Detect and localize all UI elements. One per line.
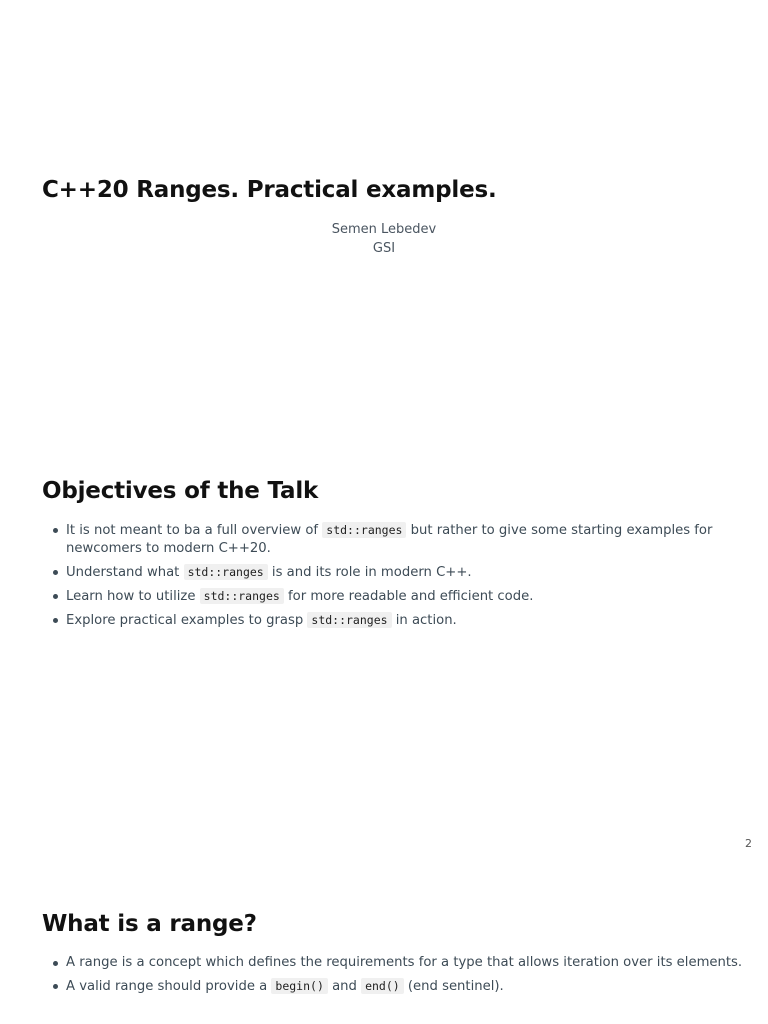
range-slide: [0, 860, 768, 1024]
range-title: What is a range?: [42, 911, 257, 937]
objectives-title: Objectives of the Talk: [42, 478, 319, 504]
list-item: Learn how to utilize std::ranges for more readable and efficient code.: [66, 587, 756, 606]
list-item: Explore practical examples to grasp std::ranges in action.: [66, 611, 756, 630]
code-inline: std::ranges: [322, 522, 406, 538]
list-item: Understand what std::ranges is and its role in modern C++.: [66, 563, 756, 582]
page-number: 2: [745, 837, 752, 850]
objectives-list: [42, 521, 756, 635]
code-inline: std::ranges: [184, 564, 268, 580]
code-inline: end(): [361, 978, 404, 994]
code-inline: begin(): [271, 978, 327, 994]
range-list: [42, 954, 756, 1001]
author-affiliation: GSI: [372, 241, 396, 256]
list-item: A range is a concept which defines the requirements for a type that allows iteration over its elements.: [66, 954, 756, 972]
list-item: A valid range should provide a begin() and end() (end sentinel).: [66, 977, 756, 996]
code-inline: std::ranges: [200, 588, 284, 604]
author-block: [0, 220, 768, 258]
title-slide: [0, 0, 768, 420]
objectives-slide: [0, 420, 768, 860]
author-name: Semen Lebedev: [331, 222, 437, 237]
list-item: It is not meant to ba a full overview of std::ranges but rather to give some starting examples for newcomers to modern C++20.: [66, 521, 756, 558]
code-inline: std::ranges: [307, 612, 391, 628]
presentation-title: C++20 Ranges. Practical examples.: [42, 177, 497, 203]
